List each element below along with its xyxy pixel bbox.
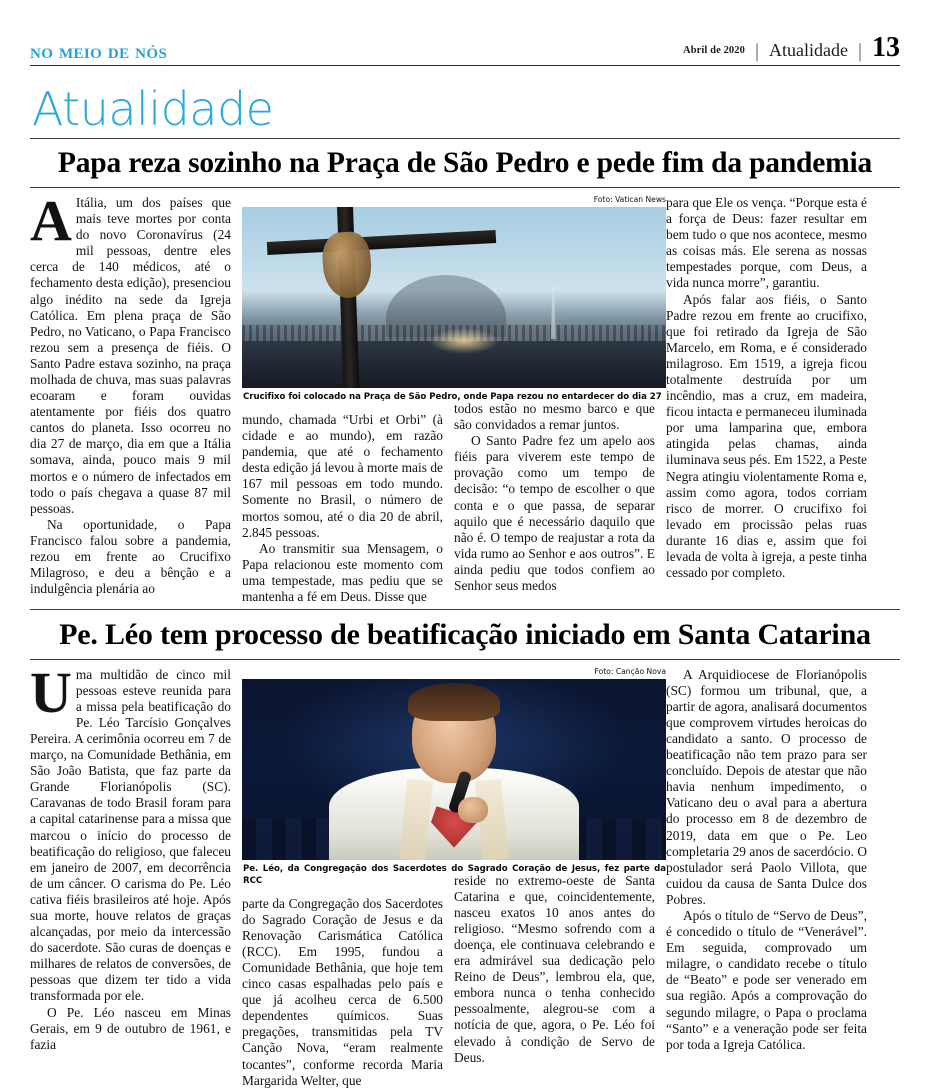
article-2-columns: [30, 660, 900, 1089]
page-masthead: [30, 0, 900, 66]
article-1-figure: [242, 195, 666, 407]
article-1-columns: [30, 188, 900, 605]
article-1-c2-p1: mundo, chamada “Urbi et Orbi” (à cidade e ao mundo), em razão pandemia, que até o fechamento desta edição já levou à morte mais de 167 mil pessoas em todo mundo. Somente no Brasil, o número de mortos somou, até o dia 20 de abril, 2.845 pessoas.: [242, 411, 443, 540]
article-2-c1-p1: Uma multidão de cinco mil pessoas esteve reunida para a missa pela beatificação do Pe. Léo Tarcísio Gonçalves Pereira. A cerimônia ocorreu em 7 de março, na Comunidade Bethânia, em São João Batista, que faz parte da Grande Florianópolis (SC). Caravanas de todo Brasil foram para a capital catarinense para a missa que marcou o início do processo de beatificação do religioso, que faleceu em janeiro de 2007, em decorrência de um câncer. O carisma do Pe. Léo cativa fiéis brasileiros até hoje. Após sua morte, houve relatos de graças alcançadas, por meio da intercessão do sacerdote. São curas de doenças e milhares de relatos de conversões, de pessoas que dizem ter tido a vida transformada por ele.: [30, 659, 231, 1004]
article-2-c3-p1: reside no extremo-oeste de Santa Catarina e que, coincidentemente, nasceu exatos 10 anos antes do religioso. “Mesmo sofrendo com a doença, ele continuava celebrando e era admirável sua dedicação pelo Reino de Deus”, lembrou ela, que, embora nunca o tenha conhecido pessoalmente, alegrou-se com a notícia de que, agora, o Pe. Léo foi elevado à condição de Servo de Deus.: [454, 872, 655, 1065]
article-2-headline: Pe. Léo tem processo de beatificação iniciado em Santa Catarina: [30, 609, 900, 660]
article-1-photo-credit: Foto: Vatican News: [593, 194, 666, 204]
article-2-c4-p2: Após o título de “Servo de Deus”, é concedido o título de “Venerável”. Em seguida, comprovado um milagre, o candidato recebe o título de “Beato” e pode ser venerado em sua região. Após a comprovação do segundo milagre, o Papa o proclama “Santo” e a veneração pode ser feita por toda a Igreja Católica.: [666, 908, 867, 1052]
masthead-separator-1: |: [754, 40, 759, 62]
article-1-column-1: [30, 187, 231, 605]
masthead-section-name: Atualidade: [769, 40, 848, 60]
article-1-figure-caption: Crucifixo foi colocado na Praça de São Pedro, onde Papa rezou no entardecer do dia 27: [243, 391, 662, 402]
article-2-c4-p1: A Arquidiocese de Florianópolis (SC) formou um tribunal, que, a partir de agora, analisará documentos que comprovem virtudes heroicas do candidato a santo. O processo de beatificação não tem prazo para ser concluído. Depois de atestar que não havia nenhum impedimento, o Vaticano deu o aval para a abertura do processo em 8 de dezembro de 2019, data em que o Pe. Leo completaria 29 anos de sacerdócio. O postulador será Paolo Villota, que cuidou da causa de Santa Dulce dos Pobres.: [666, 666, 867, 907]
article-1-c3-p1: todos estão no mesmo barco e que são convidados a remar juntos.: [454, 400, 655, 433]
article-1-photo: [242, 207, 666, 388]
article-1-c4-p1: para que Ele os vença. “Porque esta é a força de Deus: fazer resultar em bem tudo o que nos acontece, mesmo as coisas más. Ele serena as nossas tempestades porque, com Deus, a vida nunca morre”, garantiu.: [666, 194, 867, 291]
article-1-column-4: [666, 195, 867, 605]
article-1-c1-p2: Na oportunidade, o Papa Francisco falou sobre a pandemia, rezou em frente ao Crucifixo Milagroso, e deu a bênção e a indulgência plenária ao: [30, 516, 231, 597]
article-2-photo-credit: Foto: Canção Nova: [594, 666, 666, 676]
article-2-column-1: [30, 659, 231, 1089]
article-2-figure-caption: Pe. Léo, da Congregação dos Sacerdotes do Sagrado Coração de Jesus, fez parte da RCC: [243, 863, 666, 886]
masthead-meta: [683, 34, 900, 62]
article-2-column-4: [666, 667, 867, 1089]
article-1-c1-p1: AItália, um dos países que mais teve mortes por conta do novo Coronavírus (24 mil pessoas, dentre eles cerca de 140 médicos, até o fechamento desta edição), presenciou algo inédito na sede da Igreja Católica. Em plena praça de São Pedro, no Vaticano, o Papa Francisco rezou sem a presença de fiéis. O Santo Padre estava sozinho, na praça molhada de chuva, mas suas palavras ecoaram e foram ouvidas atentamente por fiéis dos quatro cantos do planeta. Isso ocorreu no dia 27 de março, dia em que a Itália somava, ainda, pouco mais 9 mil mortos e o número de infectados em todo o país chegava a quase 87 mil pessoas.: [30, 187, 231, 516]
article-2-c1-p2: O Pe. Léo nasceu em Minas Gerais, em 9 de outubro de 1961, e fazia: [30, 1004, 231, 1052]
article-papa-reza-sozinho: [30, 138, 900, 605]
article-1-headline: Papa reza sozinho na Praça de São Pedro e pede fim da pandemia: [30, 139, 900, 188]
article-1-c2-p2: Ao transmitir sua Mensagem, o Papa relacionou este momento com uma tempestade, mas pediu que se mantenha a fé em Deus. Disse que: [242, 540, 443, 604]
priest-hair-shape: [408, 683, 500, 721]
section-title: Atualidade: [32, 82, 274, 136]
publication-brand: no meio de nós: [30, 39, 168, 63]
issue-date: Abril de 2020: [683, 45, 745, 56]
article-1-c4-p2: Após falar aos fiéis, o Santo Padre rezou em frente ao crucifixo, que foi retirado da Igreja de São Marcelo, em Roma, e é considerado milagroso. Em 1519, a igreja ficou totalmente destruída por um incêndio, mas a cruz, em madeira, ficou intacta e permaneceu iluminada por uma lamparina que, embora atingida pelas chamas, ainda iluminava seus pés. Em 1522, a Peste Negra atingiu violentamente Roma e, assim como agora, todos corriam risco de morrer. O crucifixo foi levado em procissão pelas ruas durante 16 dias e, assim que foi levada de volta à igreja, a peste tinha cessado por completo.: [666, 291, 867, 581]
article-2-figure: [242, 667, 666, 891]
page-number: 13: [872, 32, 900, 63]
crucifix-corpus-shape: [320, 231, 372, 300]
article-pe-leo-beatificacao: [30, 609, 900, 1089]
priest-hand-shape: [458, 797, 488, 823]
obelisk-shape: [551, 285, 556, 339]
article-2-c2-p1: parte da Congregação dos Sacerdotes do Sagrado Coração de Jesus e da Renovação Carismática Católica (RCC). Em 1995, fundou a Comunidade Bethânia, que hoje tem cinco casas espalhadas pelo país e que já acolheu cerca de 6.500 dependentes químicos. Suas pregações, transmitidas pela TV Canção Nova, “eram realmente tocantes”, conforme recorda Maria Margarida Welter, que: [242, 895, 443, 1088]
masthead-separator-2: |: [857, 40, 862, 62]
crucifix-crossbeam-shape: [267, 230, 496, 255]
article-1-c3-p2: O Santo Padre fez um apelo aos fiéis para viverem este tempo de provação como um tempo de decisão: “o tempo de escolher o que conta e o que passa, de separar aquilo que é necessário daquilo que não é. O tempo de reajustar a rota da vida rumo ao Senhor e aos outros”. E ainda pediu que todos confiem ao Senhor seus medos: [454, 433, 655, 593]
article-2-photo: [242, 679, 666, 860]
light-glow-shape: [429, 328, 499, 354]
